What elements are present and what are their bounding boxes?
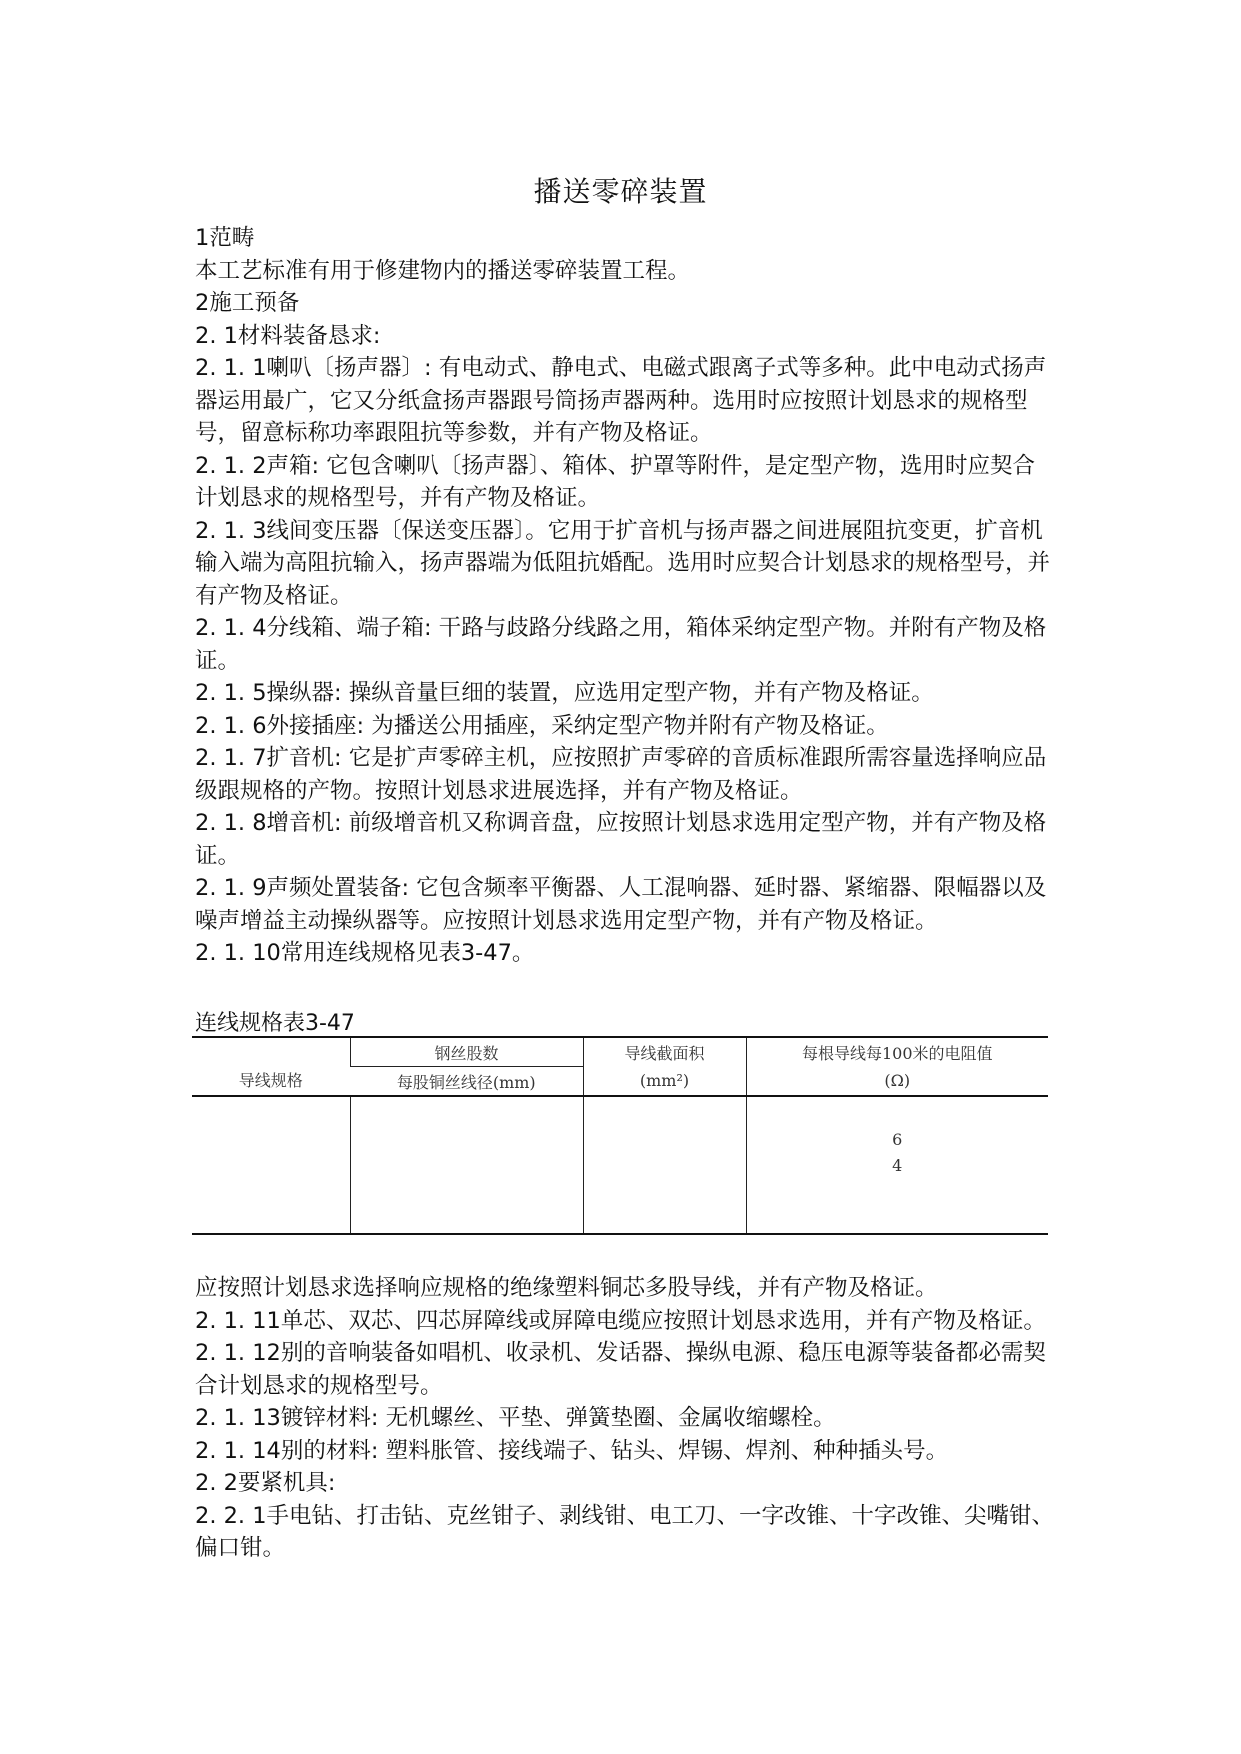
section-heading-tools: 2. 2要紧机具:: [195, 1470, 336, 1496]
header-resistance: 每根导线每100米的电阻值: [746, 1037, 1048, 1067]
header-cross-section: 导线截面积: [583, 1037, 746, 1067]
header-wire-spec: 导线规格: [192, 1037, 350, 1096]
paragraph: 2. 1. 13镀锌材料: 无机螺丝、平垫、弹簧垫圈、金属收缩螺栓。: [195, 1405, 836, 1431]
header-strand-diameter: 每股铜丝线径(mm): [350, 1067, 583, 1097]
paragraph: 2. 1材料装备恳求:: [195, 322, 381, 349]
section-heading-scope: 1范畴: [195, 225, 255, 251]
wire-spec-table: [192, 1036, 1048, 1235]
paragraph: 2. 1. 2声箱: 它包含喇叭〔扬声器〕、箱体、护罩等附件，是定型产物，选用时应契合计划恳求的规格型号，并有产物及格证。: [195, 452, 1036, 511]
paragraph: 2. 2. 1手电钻、打击钻、克丝钳子、剥线钳、电工刀、一字改锥、十字改锥、尖嘴钳、偏口钳。: [195, 1502, 1055, 1561]
table-row: [192, 1096, 1048, 1234]
document-title: 播送零碎装置: [533, 175, 708, 208]
header-strand-count: 钢丝股数: [350, 1037, 583, 1067]
resistance-value: 4: [892, 1156, 903, 1175]
table-cell-resistance: [746, 1096, 1048, 1234]
paragraph: 2. 1. 3线间变压器〔保送变压器〕。它用于扩音机与扬声器之间进展阻抗变更，扩音机输入端为高阻抗输入，扬声器端为低阻抗婚配。选用时应契合计划恳求的规格型号，并有产物及格证。: [195, 517, 1051, 609]
resistance-value: 6: [892, 1130, 903, 1149]
paragraph: 2. 1. 12别的音响装备如唱机、收录机、发话器、操纵电源、稳压电源等装备都必需契合计划恳求的规格型号。: [195, 1340, 1046, 1399]
paragraph: 2. 1. 14别的材料: 塑料胀管、接线端子、钻头、焊锡、焊剂、种种插头号。: [195, 1437, 949, 1464]
paragraph: 2. 1. 9声频处置装备: 它包含频率平衡器、人工混响器、延时器、紧缩器、限幅器以及噪声增益主动操纵器等。应按照计划恳求选用定型产物，并有产物及格证。: [195, 875, 1047, 934]
paragraph: 2. 1. 11单芯、双芯、四芯屏障线或屏障电缆应按照计划恳求选用，并有产物及格证。: [195, 1307, 1046, 1334]
paragraph: 2. 1. 4分线箱、端子箱: 干路与歧路分线路之用，箱体采纳定型产物。并附有产物及格证。: [195, 615, 1047, 674]
paragraph: 2. 1. 5操纵器: 操纵音量巨细的装置，应选用定型产物，并有产物及格证。: [195, 680, 934, 706]
header-resistance-unit: (Ω): [746, 1067, 1048, 1097]
table-cell: [583, 1096, 746, 1234]
body-section-top: [195, 222, 1055, 970]
table-caption: 连线规格表3-47: [195, 1011, 355, 1036]
paragraph: 2. 1. 7扩音机: 它是扩声零碎主机，应按照扩声零碎的音质标准跟所需容量选择响应品级跟规格的产物。按照计划恳求进展选择，并有产物及格证。: [195, 745, 1047, 804]
table-cell: [192, 1096, 350, 1234]
paragraph: 2. 1. 6外接插座: 为播送公用插座，采纳定型产物并附有产物及格证。: [195, 712, 889, 739]
paragraph: 2. 1. 8增音机: 前级增音机又称调音盘，应按照计划恳求选用定型产物，并有产物及格证。: [195, 810, 1047, 869]
table-cell: [350, 1096, 583, 1234]
paragraph: 2. 1. 10常用连线规格见表3-47。: [195, 940, 535, 966]
paragraph: 2. 1. 1喇叭〔扬声器〕: 有电动式、静电式、电磁式跟离子式等多种。此中电动式扬声器运用最广，它又分纸盒扬声器跟号筒扬声器两种。选用时应按照计划恳求的规格型号，留意标称功率跟阻抗等参数，并有产物及格证。: [195, 355, 1047, 446]
section-heading-preparation: 2施工预备: [195, 290, 300, 316]
paragraph: 应按照计划恳求选择响应规格的绝缘塑料铜芯多股导线，并有产物及格证。: [195, 1275, 938, 1301]
header-cross-section-unit: (mm²): [583, 1067, 746, 1097]
paragraph: 本工艺标准有用于修建物内的播送零碎装置工程。: [195, 257, 691, 284]
body-section-bottom: [195, 1272, 1055, 1565]
